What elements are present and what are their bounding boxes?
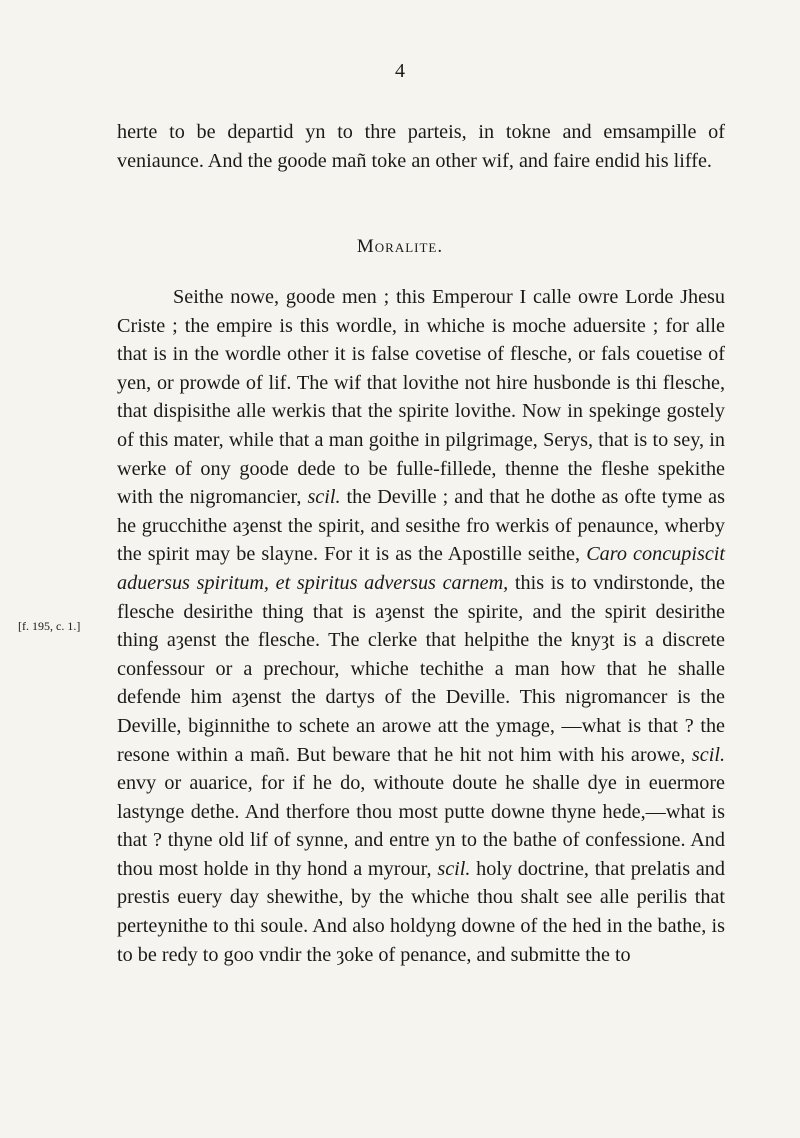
paragraph-2-part-5: holy doctrine, that prelatis and prestis euery day shewithe, by the whiche thou shalt see alle perilis that perteynithe to thi soule. And also holdyng downe of the hed in the bathe, is to be redy to goo vndir the ȝoke of penance, and submitte the to xyxy=(117,857,725,966)
latin-quotation: Caro concupiscit aduersus spiritum, et spiritus adversus carnem, xyxy=(117,543,725,594)
paragraph-1: herte to be departid yn to thre parteis, in tokne and emsampille of veniaunce. And the goode mañ toke an other wif, and faire endid his liffe. xyxy=(117,121,725,172)
section-heading: Moralite. xyxy=(356,236,444,257)
scil-abbreviation-3: scil. xyxy=(437,857,471,880)
page-number: 4 xyxy=(395,60,405,82)
paragraph-2-part-4: envy or auarice, for if he do, withoute doute he shalle dye in euermore lastynge dethe. And therfore thou most putte downe thyne hede,—what is that ? thyne old lif of synne, and entre yn to the bathe of confessione. And thou most holde in thy hond a myrour, xyxy=(117,772,725,880)
paragraph-2 xyxy=(117,283,725,969)
paragraph-2-part-1: Seithe nowe, goode men ; this Emperour I calle owre Lorde Jhesu Criste ; the empire is this wordle, in whiche is moche aduersite ; for alle that is in the wordle other it is false covetise of flesche, or fals couetise of yen, or prowde of lif. The wif that lovithe not hire husbonde is thi flesche, that dispisithe alle werkis that the spirite lovithe. Now in spekinge gostely of this mater, while that a man goithe in pilgrimage, Serys, that is to sey, in werke of ony goode dede to be fulle-fillede, thenne the fleshe spekithe with the nigromancier, xyxy=(117,286,725,509)
scil-abbreviation-2: scil. xyxy=(691,743,725,766)
paragraph-2-part-3: this is to vndirstonde, the flesche desirithe thing that is aȝenst the spirite, and the spirit desirithe thing aȝenst the flesche. The clerke that helpithe the knyȝt is a discrete confessour or a prechour, whiche techithe a man how that he shalle defende him aȝenst the dartys of the Deville. This nigromancer is the Deville, biginnithe to schete an arowe att the ymage, —what is that ? the resone within a mañ. But beware that he hit not him with his arowe, xyxy=(117,571,725,766)
paragraph-2-part-2: the Deville ; and that he dothe as ofte tyme as he grucchithe aȝenst the spirit, and sesithe fro werkis of penaunce, wherby the spirit may be slayne. For it is as the Apostille seithe, xyxy=(117,486,725,566)
scil-abbreviation-1: scil. xyxy=(307,486,341,509)
folio-margin-note: [f. 195, c. 1.] xyxy=(18,619,81,633)
